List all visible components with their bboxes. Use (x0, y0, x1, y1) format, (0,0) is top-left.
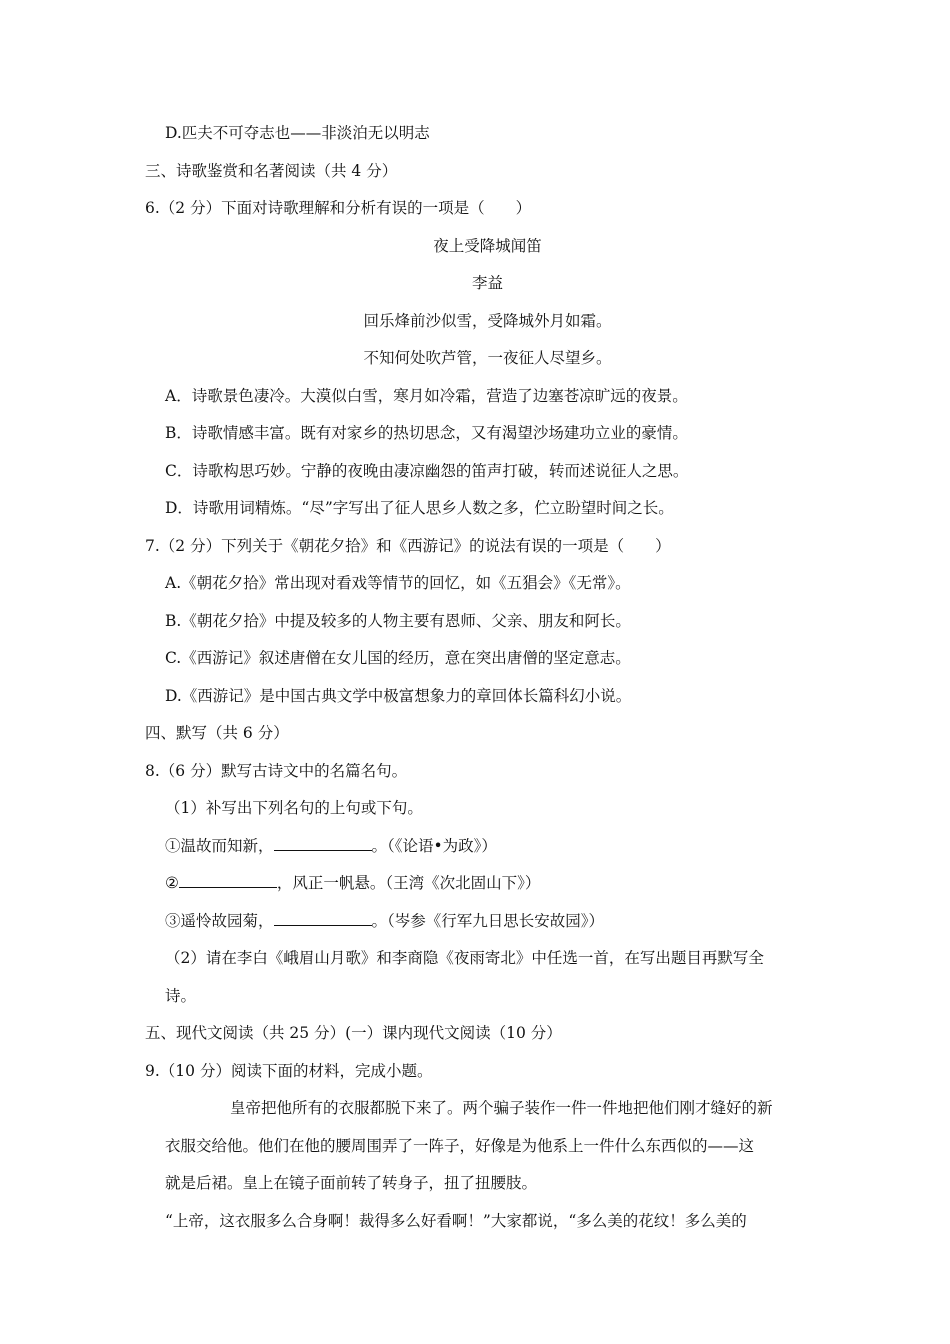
passage-para-2-line-1: “上帝，这衣服多么合身啊！裁得多么好看啊！”大家都说，“多么美的花纹！多么美的 (165, 1212, 747, 1230)
poem-line-2: 不知何处吹芦管，一夜征人尽望乡。 (363, 349, 612, 367)
prev-question-option-d: D.匹夫不可夺志也——非淡泊无以明志 (165, 124, 430, 142)
answer-blank-3[interactable] (274, 911, 372, 926)
q7-option-a: A.《朝花夕拾》常出现对看戏等情节的回忆，如《五猖会》《无常》。 (165, 574, 631, 592)
answer-blank-1[interactable] (274, 836, 372, 851)
q6-option-d: D．诗歌用词精炼。“尽”字写出了征人思乡人数之多，伫立盼望时间之长。 (165, 499, 674, 517)
q6-stem: 6.（2 分）下面对诗歌理解和分析有误的一项是（ ） (145, 199, 532, 217)
q6-option-c: C．诗歌构思巧妙。宁静的夜晚由凄凉幽怨的笛声打破，转而述说征人之思。 (165, 462, 689, 480)
q8-part-1: （1）补写出下列名句的上句或下句。 (165, 799, 423, 817)
section-4-heading: 四、默写（共 6 分） (145, 724, 289, 742)
q9-stem: 9.（10 分）阅读下面的材料，完成小题。 (145, 1062, 433, 1080)
q8-item-2 (165, 872, 950, 894)
q8-item-2-before: ② (165, 874, 179, 892)
section-5-heading: 五、现代文阅读（共 25 分）(一）课内现代文阅读（10 分） (145, 1024, 562, 1042)
q6-option-b: B．诗歌情感丰富。既有对家乡的热切思念，又有渴望沙场建功立业的豪情。 (165, 424, 688, 442)
poem-line-1: 回乐烽前沙似雪，受降城外月如霜。 (363, 312, 612, 330)
q8-item-3-before: ③遥怜故园菊， (165, 912, 274, 930)
q8-item-3 (165, 910, 950, 932)
q7-option-b: B.《朝花夕拾》中提及较多的人物主要有恩师、父亲、朋友和阿长。 (165, 612, 631, 630)
q7-option-d: D.《西游记》是中国古典文学中极富想象力的章回体长篇科幻小说。 (165, 687, 632, 705)
q8-item-1 (165, 835, 950, 857)
q7-option-c: C.《西游记》叙述唐僧在女儿国的经历，意在突出唐僧的坚定意志。 (165, 649, 631, 667)
q8-item-3-after: 。（岑参《行军九日思长安故园》） (371, 912, 605, 930)
q8-part-2-line-1: （2）请在李白《峨眉山月歌》和李商隐《夜雨寄北》中任选一首，在写出题目再默写全 (165, 949, 764, 967)
section-3-heading: 三、诗歌鉴赏和名著阅读（共 4 分） (145, 162, 398, 180)
poem-author: 李益 (471, 274, 503, 292)
q8-item-1-after: 。（《论语•为政》） (371, 837, 497, 855)
answer-blank-2[interactable] (179, 873, 277, 888)
q8-item-2-after: ，风正一帆悬。（王湾《次北固山下》） (276, 874, 541, 892)
poem-title: 夜上受降城闻笛 (433, 237, 542, 255)
q8-stem: 8.（6 分）默写古诗文中的名篇名句。 (145, 762, 408, 780)
passage-para-1-line-3: 就是后裙。皇上在镜子面前转了转身子，扭了扭腰肢。 (165, 1174, 538, 1192)
q8-part-2-line-2: 诗。 (165, 987, 197, 1005)
q6-option-a: A．诗歌景色凄冷。大漠似白雪，寒月如冷霜，营造了边塞苍凉旷远的夜景。 (165, 387, 688, 405)
passage-para-1-line-1: 皇帝把他所有的衣服都脱下来了。两个骗子装作一件一件地把他们刚才缝好的新 (230, 1099, 773, 1117)
q8-item-1-before: ①温故而知新， (165, 837, 274, 855)
q7-stem: 7.（2 分）下列关于《朝花夕拾》和《西游记》的说法有误的一项是（ ） (145, 537, 671, 555)
passage-para-1-line-2: 衣服交给他。他们在他的腰周围弄了一阵子，好像是为他系上一件什么东西似的——这 (165, 1137, 755, 1155)
